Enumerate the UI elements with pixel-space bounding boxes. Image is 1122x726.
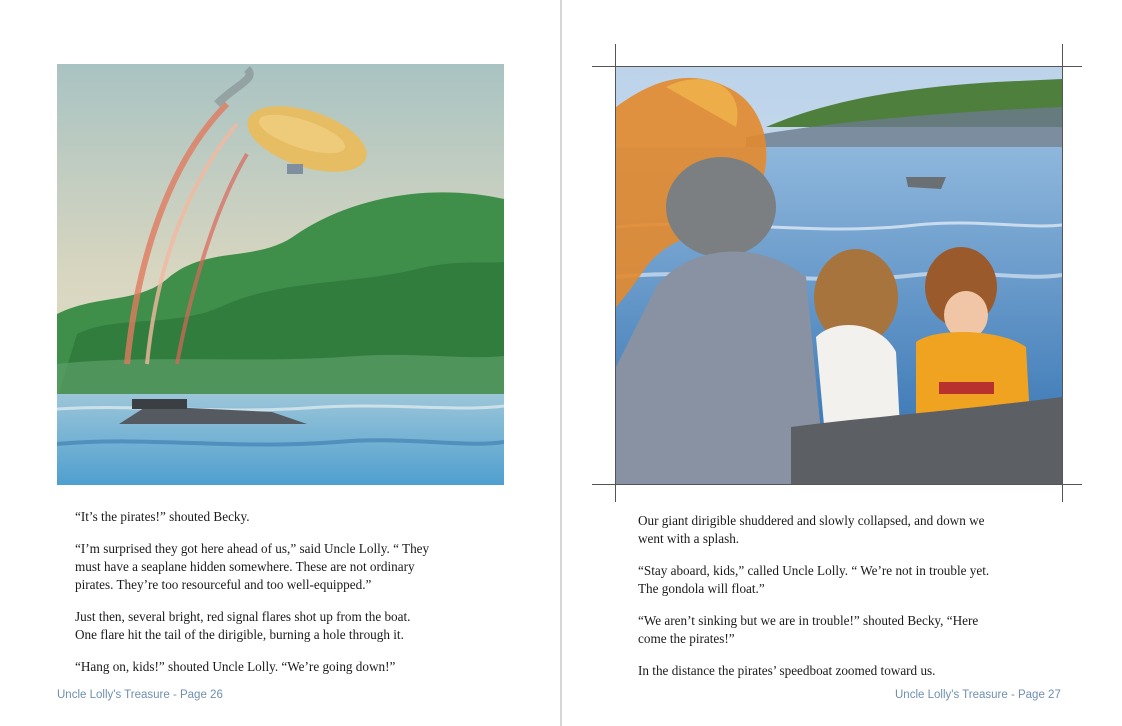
paragraph: “I’m surprised they got here ahead of us,” said Uncle Lolly. “ They must have a seaplane hidden somewhere. These are not ordinary pirates. They’re too resourceful and too well-equipped.” xyxy=(75,541,430,592)
paragraph: “Hang on, kids!” shouted Uncle Lolly. “We’re going down!” xyxy=(75,659,396,674)
paragraph: In the distance the pirates’ speedboat zoomed toward us. xyxy=(638,663,936,678)
paragraph: “It’s the pirates!” shouted Becky. xyxy=(75,509,250,524)
page-26-text xyxy=(75,508,515,690)
page-27-text xyxy=(638,512,1098,694)
page-27 xyxy=(562,0,1122,726)
page-26 xyxy=(0,0,560,726)
paragraph: “Stay aboard, kids,” called Uncle Lolly. “ We’re not in trouble yet. The gondola will float.” xyxy=(638,563,990,596)
frame-line-bottom xyxy=(592,484,1082,485)
page-footer: Uncle Lolly's Treasure - Page 26 xyxy=(57,689,223,701)
frame-line-right xyxy=(1062,44,1063,502)
page-footer: Uncle Lolly's Treasure - Page 27 xyxy=(895,689,1061,701)
illustration-pirate-boat-dirigible xyxy=(57,64,504,485)
paragraph: Just then, several bright, red signal flares shot up from the boat. One flare hit the tail of the dirigible, burning a hole through it. xyxy=(75,609,411,642)
paragraph: “We aren’t sinking but we are in trouble!” shouted Becky, “Here come the pirates!” xyxy=(638,613,979,646)
illustration-gondola-passengers xyxy=(616,67,1062,484)
paragraph: Our giant dirigible shuddered and slowly collapsed, and down we went with a splash. xyxy=(638,513,985,546)
